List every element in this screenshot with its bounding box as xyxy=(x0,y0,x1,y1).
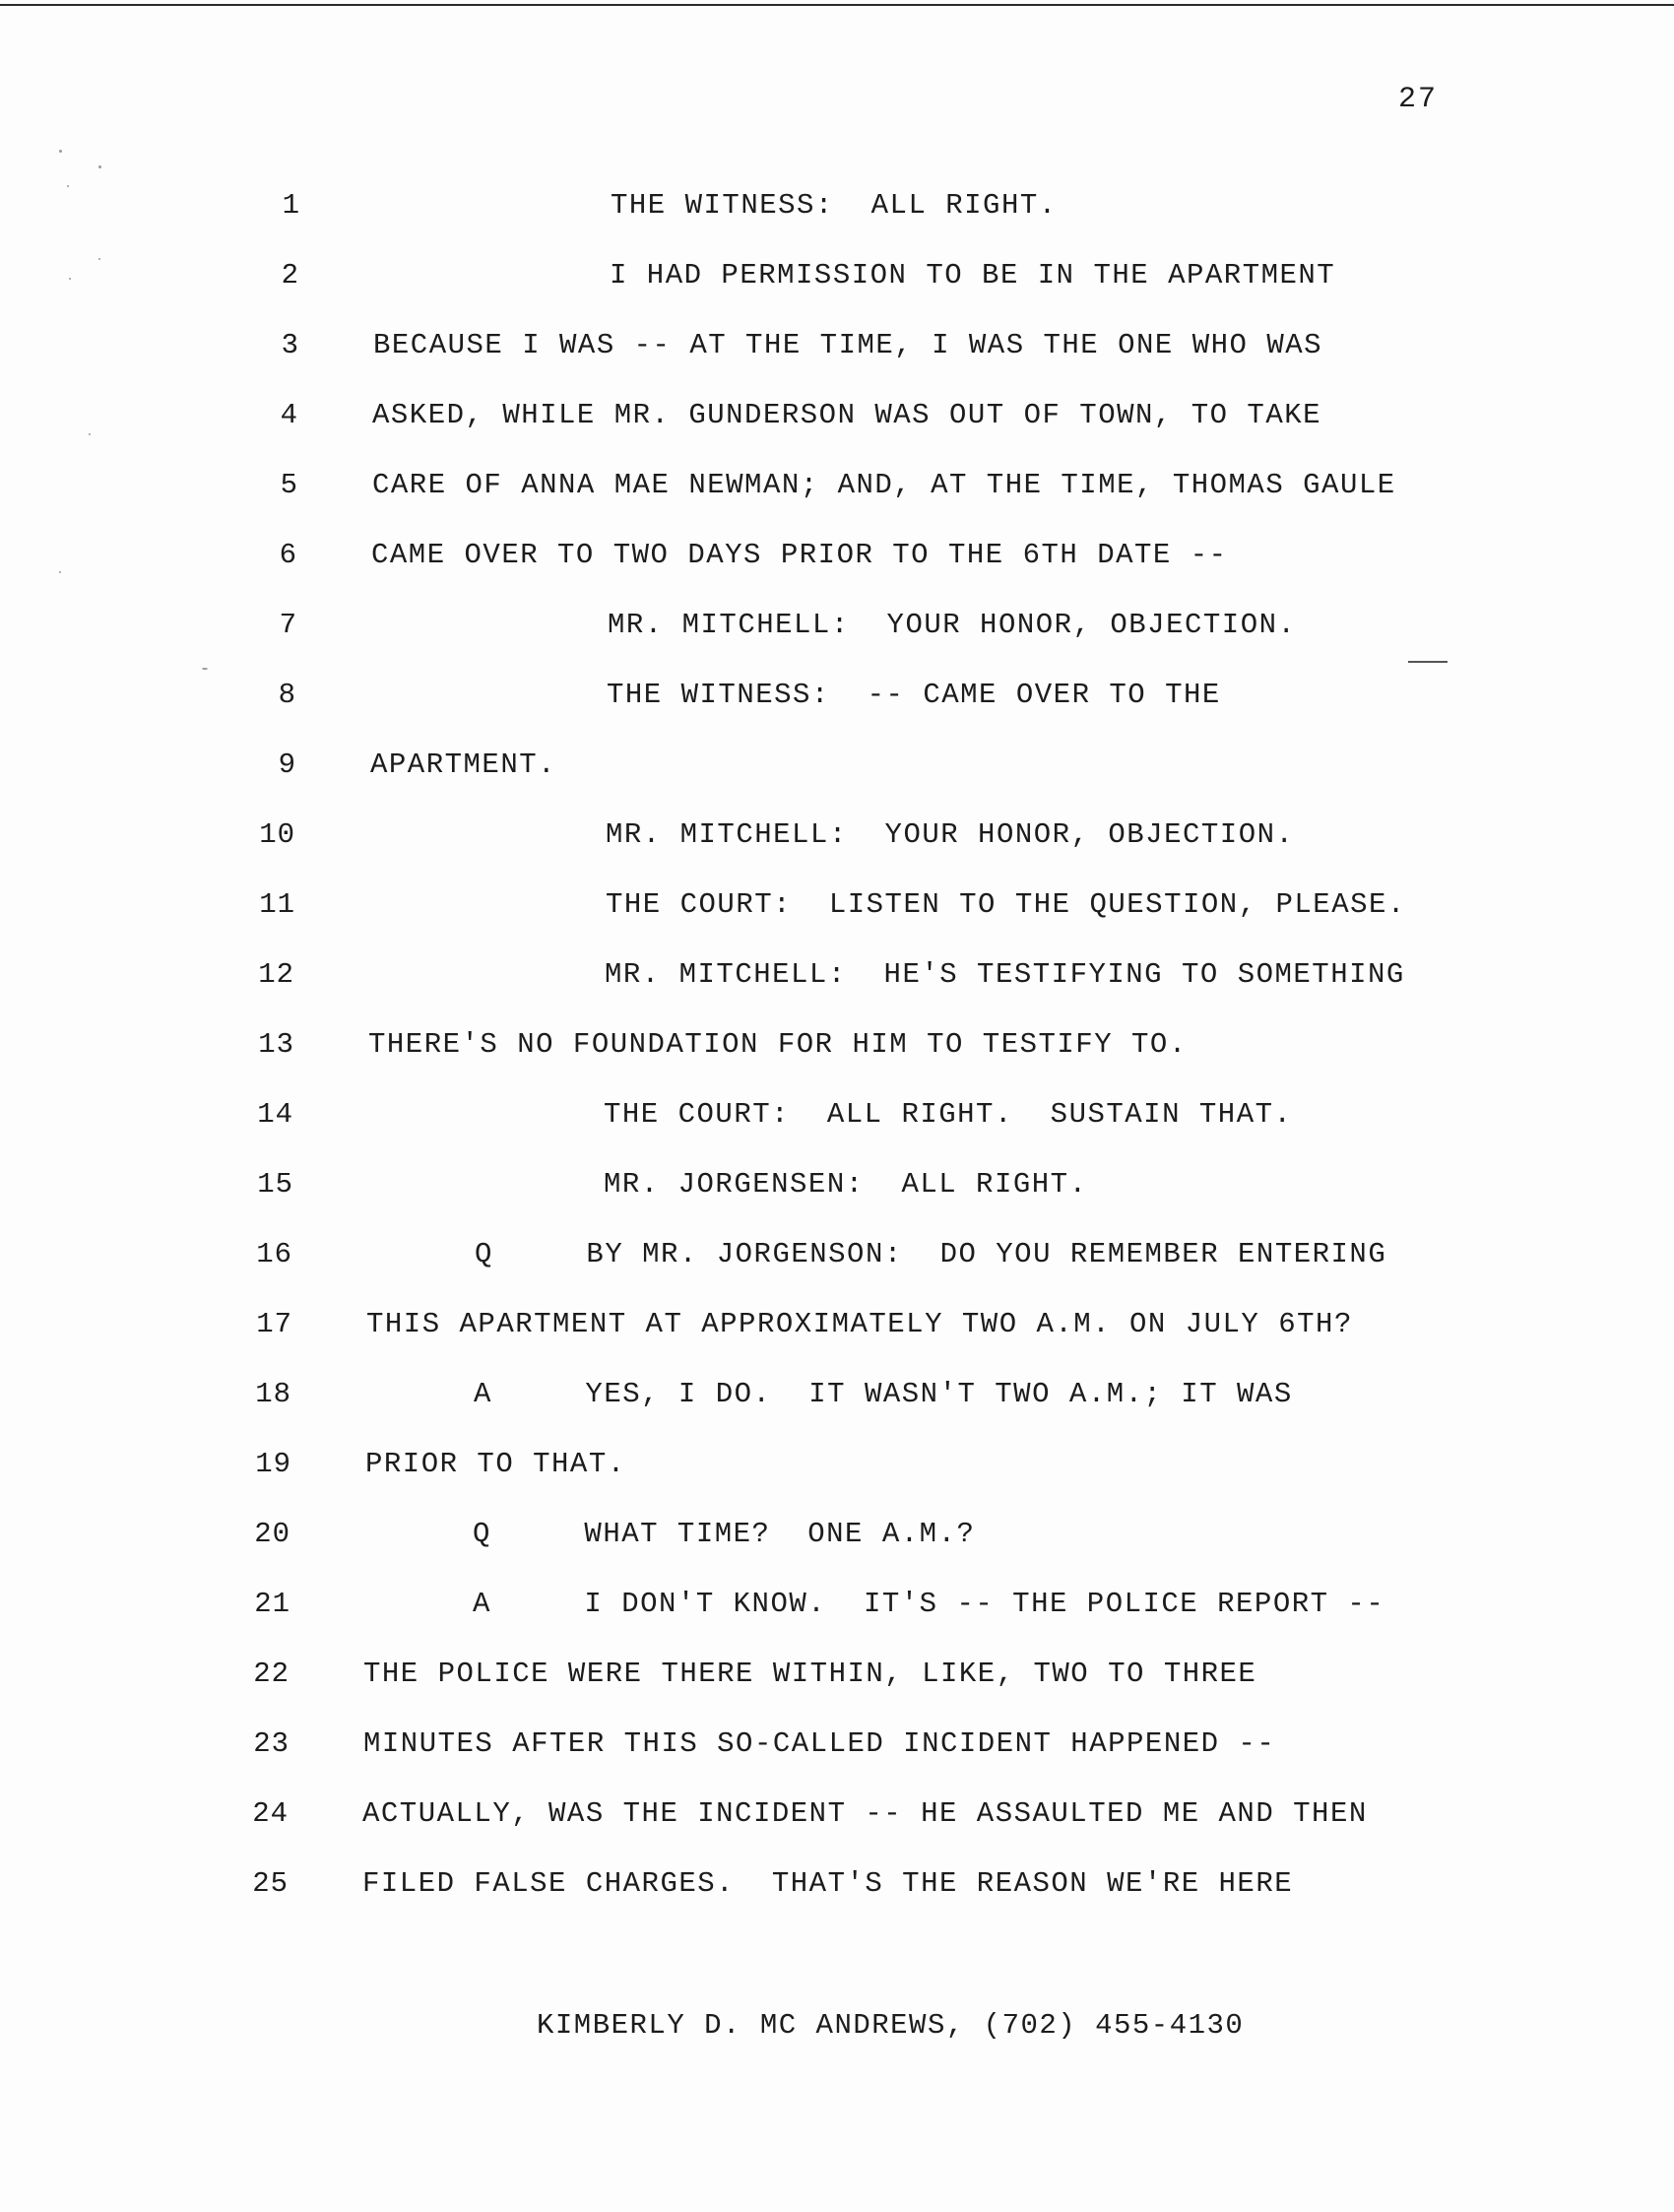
line-number: 22 xyxy=(253,1658,290,1690)
line-text: THE COURT: ALL RIGHT. SUSTAIN THAT. xyxy=(604,1098,1293,1131)
line-text: ASKED, WHILE MR. GUNDERSON WAS OUT OF TOWN, TO TAKE xyxy=(372,399,1322,431)
line-number: 17 xyxy=(256,1308,292,1340)
reporter-footer: KIMBERLY D. MC ANDREWS, (702) 455-4130 xyxy=(537,2009,1245,2042)
line-number: 15 xyxy=(257,1168,293,1201)
top-rule xyxy=(0,4,1674,6)
line-number: 2 xyxy=(281,259,299,292)
line-number: 1 xyxy=(282,189,300,222)
line-text: THE WITNESS: ALL RIGHT. xyxy=(611,189,1058,222)
page-number: 27 xyxy=(1398,83,1439,116)
line-number: 11 xyxy=(259,888,295,921)
line-text: THERE'S NO FOUNDATION FOR HIM TO TESTIFY TO. xyxy=(368,1028,1188,1061)
line-text: THE COURT: LISTEN TO THE QUESTION, PLEASE. xyxy=(606,888,1406,921)
line-text: APARTMENT. xyxy=(370,748,557,781)
line-text: MR. MITCHELL: YOUR HONOR, OBJECTION. xyxy=(608,609,1297,641)
line-text: MR. MITCHELL: YOUR HONOR, OBJECTION. xyxy=(606,818,1295,851)
line-number: 25 xyxy=(252,1867,289,1900)
line-number: 7 xyxy=(279,609,297,641)
line-text: THIS APARTMENT AT APPROXIMATELY TWO A.M. ON JULY 6TH? xyxy=(366,1308,1353,1340)
scan-speck xyxy=(98,258,100,260)
line-number: 23 xyxy=(253,1727,290,1760)
scan-speck xyxy=(69,278,71,280)
line-number: 4 xyxy=(280,399,298,431)
line-text: FILED FALSE CHARGES. THAT'S THE REASON WE'RE HERE xyxy=(362,1867,1294,1900)
scan-speck xyxy=(67,185,69,187)
line-number: 20 xyxy=(254,1518,290,1550)
line-number: 21 xyxy=(254,1588,290,1620)
line-text: CAME OVER TO TWO DAYS PRIOR TO THE 6TH DATE -- xyxy=(371,539,1228,571)
line-text: PRIOR TO THAT. xyxy=(365,1448,626,1480)
scan-speck xyxy=(202,668,208,670)
line-number: 19 xyxy=(255,1448,291,1480)
line-text: Q BY MR. JORGENSON: DO YOU REMEMBER ENTERING xyxy=(475,1238,1387,1270)
line-number: 14 xyxy=(257,1098,293,1131)
line-number: 18 xyxy=(255,1378,291,1410)
line-text: A YES, I DO. IT WASN'T TWO A.M.; IT WAS xyxy=(474,1378,1293,1410)
line-text: I HAD PERMISSION TO BE IN THE APARTMENT xyxy=(610,259,1336,292)
line-text: MR. JORGENSEN: ALL RIGHT. xyxy=(604,1168,1088,1201)
line-text: CARE OF ANNA MAE NEWMAN; AND, AT THE TIME, THOMAS GAULE xyxy=(372,469,1396,501)
scan-speck xyxy=(89,433,91,435)
line-text: ACTUALLY, WAS THE INCIDENT -- HE ASSAULTED ME AND THEN xyxy=(362,1797,1368,1830)
scan-speck xyxy=(59,150,62,153)
scan-speck xyxy=(59,571,61,573)
line-text: THE POLICE WERE THERE WITHIN, LIKE, TWO TO THREE xyxy=(363,1658,1257,1690)
line-number: 9 xyxy=(278,748,296,781)
line-text: Q WHAT TIME? ONE A.M.? xyxy=(473,1518,976,1550)
line-text: BECAUSE I WAS -- AT THE TIME, I WAS THE ONE WHO WAS xyxy=(373,329,1323,361)
line-text: MR. MITCHELL: HE'S TESTIFYING TO SOMETHING xyxy=(605,958,1405,991)
line-number: 13 xyxy=(258,1028,294,1061)
line-text: MINUTES AFTER THIS SO-CALLED INCIDENT HAPPENED -- xyxy=(363,1727,1276,1760)
line-number: 8 xyxy=(278,679,296,711)
line-number: 10 xyxy=(259,818,295,851)
line-number: 12 xyxy=(258,958,294,991)
line-number: 5 xyxy=(280,469,298,501)
line-text: A I DON'T KNOW. IT'S -- THE POLICE REPORT -- xyxy=(473,1588,1385,1620)
scan-speck xyxy=(98,165,101,168)
line-number: 3 xyxy=(281,329,299,361)
margin-mark xyxy=(1408,661,1448,663)
line-number: 16 xyxy=(256,1238,292,1270)
line-number: 24 xyxy=(252,1797,289,1830)
line-number: 6 xyxy=(279,539,297,571)
line-text: THE WITNESS: -- CAME OVER TO THE xyxy=(607,679,1221,711)
